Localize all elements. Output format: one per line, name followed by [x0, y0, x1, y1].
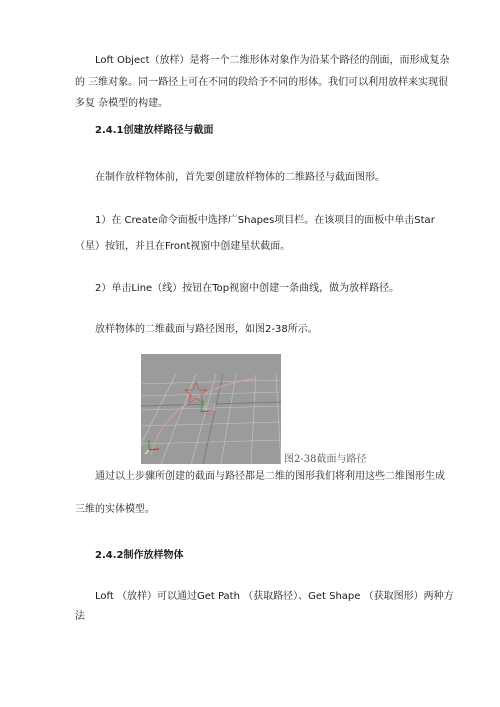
- paragraph-loft-intro-line-1: Loft Object（放样）是将一个二维形体对象作为沿某个路径的剖面，而形成复杂: [95, 55, 450, 66]
- paragraph-conclusion-line-1: 通过以上步骤所创建的截面与路径都是二维的图形我们将利用这些二维图形生成: [95, 471, 445, 482]
- paragraph-step-1-line-1: 1）在 Create命令面板中选择广Shapes项目栏。在该项目的面板中单击Star: [95, 215, 435, 226]
- paragraph-conclusion-line-2: 三维的实体模型。: [75, 504, 155, 515]
- viewport-illustration: [141, 354, 281, 464]
- figure-caption: 图2-38截面与路径: [284, 454, 367, 465]
- paragraph-figure-reference: 放样物体的二维截面与路径图形，如图2-38所示。: [95, 324, 318, 335]
- paragraph-step-1-line-2: （星）按钮，并且在Front视窗中创建星状截面。: [75, 241, 291, 252]
- paragraph-preparation: 在制作放样物体前，首先要创建放样物体的二维路径与截面图形。: [95, 172, 385, 183]
- section-heading-2-4-1: 2.4.1创建放样路径与截面: [95, 125, 214, 136]
- paragraph-loft-methods-line-1: Loft （放样）可以通过Get Path （获取路径）、Get Shape （获取图形）两种方: [95, 591, 454, 602]
- paragraph-loft-intro-line-3: 多复 杂模型的构建。: [75, 98, 169, 109]
- figure-2-38-viewport: [141, 354, 281, 464]
- path-curve: [151, 378, 256, 454]
- paragraph-loft-intro-line-2: 的 三维对象。同一路径上可在不同的段给予不同的形体。我们可以利用放样来实现很: [75, 77, 449, 88]
- section-heading-2-4-2: 2.4.2制作放样物体: [95, 550, 184, 561]
- paragraph-loft-methods-line-2: 法: [75, 611, 85, 622]
- paragraph-step-2: 2）单击Line（线）按钮在Top视窗中创建一条曲线，做为放样路径。: [95, 283, 400, 294]
- star-section-shape: [185, 382, 207, 403]
